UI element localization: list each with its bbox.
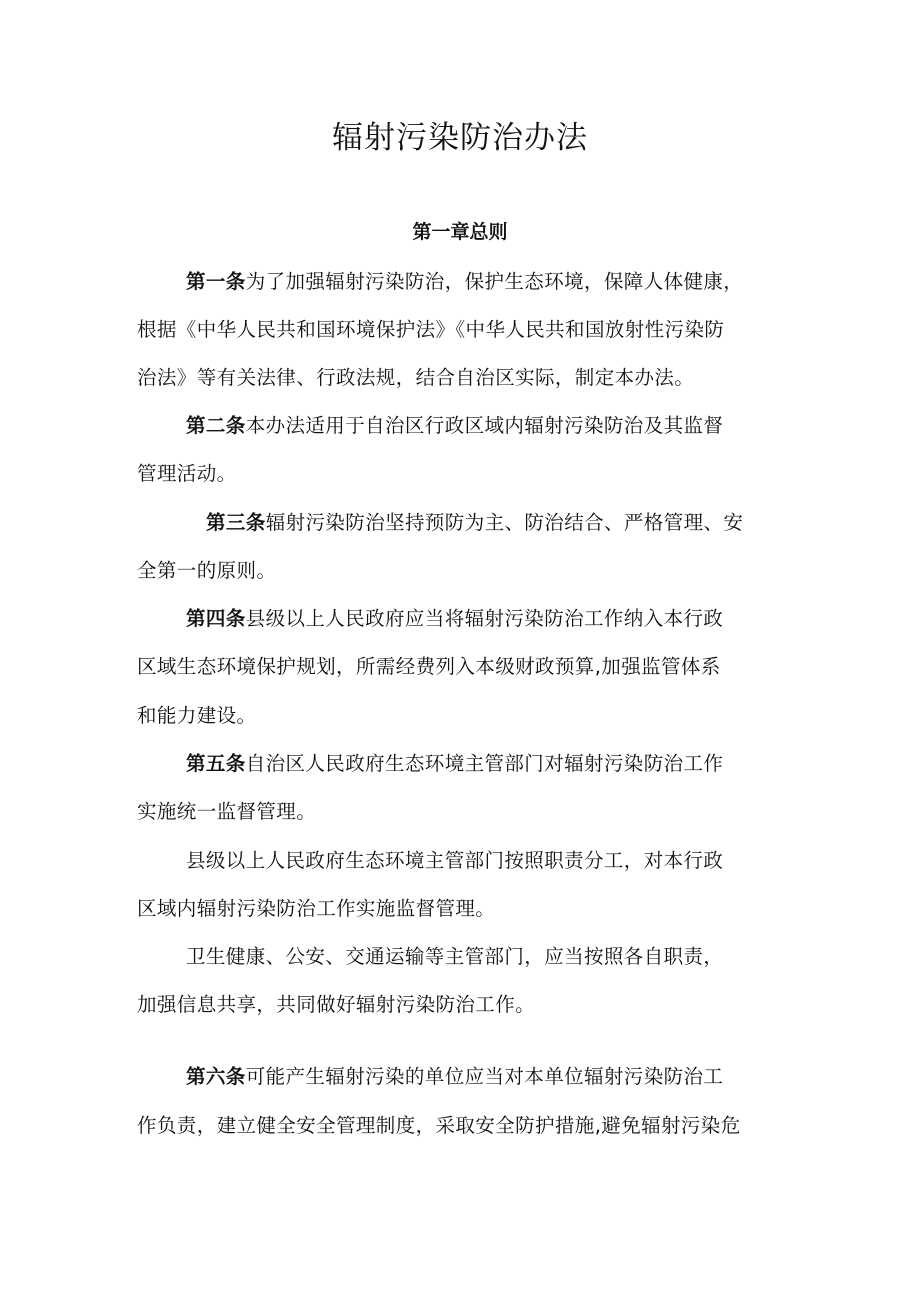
article-1-line-1: [186, 268, 743, 296]
article-text: 自治区人民政府生态环境主管部门对辐射污染防治工作: [245, 752, 724, 775]
article-5-line-1: [186, 750, 723, 778]
article-5-para-3-line-1: 卫生健康、公安、交通运输等主管部门，应当按照各自职责，: [186, 945, 724, 968]
article-label: 第五条: [186, 752, 246, 775]
article-label: 第六条: [186, 1065, 246, 1088]
article-label: 第四条: [186, 607, 246, 630]
article-5-para-2-line-2: 区域内辐射污染防治工作实施监督管理。: [137, 897, 496, 920]
article-text: 为了加强辐射污染防治，保护生态环境，保障人体健康，: [245, 270, 744, 293]
article-4-line-1: [186, 605, 723, 633]
article-5-para-3-line-2: 加强信息共享，共同做好辐射污染防治工作。: [137, 993, 536, 1016]
article-2-line-1: [186, 412, 723, 440]
article-text: 可能产生辐射污染的单位应当对本单位辐射污染防治工: [245, 1065, 724, 1088]
article-5-line-2: 实施统一监督管理。: [137, 800, 317, 823]
article-6-line-2: 作负责，建立健全安全管理制度，采取安全防护措施,避免辐射污染危: [137, 1114, 741, 1137]
article-label: 第一条: [186, 270, 246, 293]
article-1-line-2: 根据《中华人民共和国环境保护法》《中华人民共和国放射性污染防: [137, 318, 725, 341]
chapter-heading: 第一章总则: [412, 221, 508, 243]
document-title: 辐射污染防治办法: [332, 120, 588, 156]
article-3-line-2: 全第一的原则。: [137, 559, 277, 582]
article-2-line-2: 管理活动。: [137, 462, 237, 485]
article-4-line-2: 区域生态环境保护规划，所需经费列入本级财政预算,加强监管体系: [137, 655, 721, 678]
article-label: 第三条: [206, 511, 266, 534]
article-1-line-3: 治法》等有关法律、行政法规，结合自治区实际，制定本办法。: [137, 366, 695, 389]
article-4-line-3: 和能力建设。: [137, 704, 257, 727]
article-text: 县级以上人民政府应当将辐射污染防治工作纳入本行政: [245, 607, 724, 630]
article-label: 第二条: [186, 414, 246, 437]
article-text: 本办法适用于自治区行政区域内辐射污染防治及其监督: [245, 414, 724, 437]
article-6-line-1: [186, 1063, 723, 1091]
article-3-line-1: [206, 509, 743, 537]
article-5-para-2-line-1: 县级以上人民政府生态环境主管部门按照职责分工，对本行政: [186, 849, 724, 872]
article-text: 辐射污染防治坚持预防为主、防治结合、严格管理、安: [265, 511, 744, 534]
